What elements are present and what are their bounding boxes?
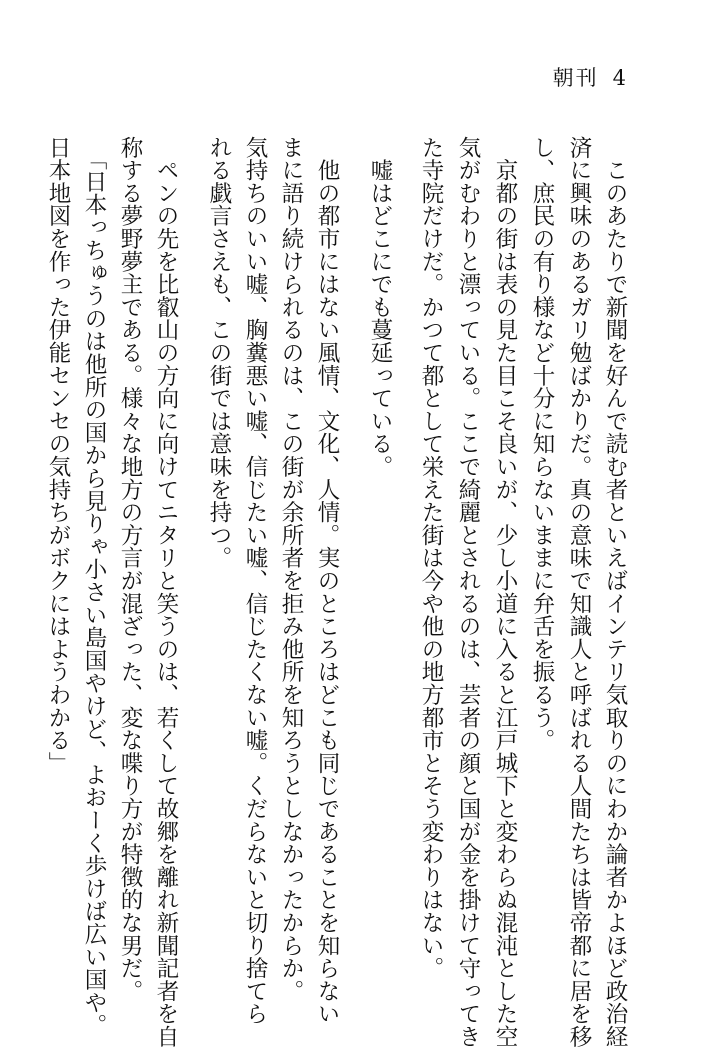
text-line-15: 日本地図を作った伊能センセの気持ちがボクにはようわかる」 <box>45 136 71 775</box>
text-line-3: し、庶民の有り様など十分に知らないままに弁舌を振るう。 <box>529 136 555 752</box>
text-line-6: た寺院だけだ。かつて都として栄えた街は今や他の地方都市とそう変わりはない。 <box>418 136 444 980</box>
text-line-11: れる戯言さえも、この街では意味を持つ。 <box>206 136 232 570</box>
text-line-12: ペンの先を比叡山の方向に向けてニタリと笑うのは、若くして故郷を離れ新聞記者を自 <box>153 136 179 1048</box>
text-line-5: 気がむわりと漂っている。ここで綺麗とされるのは、芸者の顔と国が金を掛けて守ってき <box>455 136 481 1048</box>
page-number: 4 <box>612 66 628 90</box>
edition-label: 朝刊 <box>552 66 599 90</box>
page-header <box>553 62 628 92</box>
text-line-8: 他の都市にはない風情、文化、人情。実のところはどこも同じであることを知らない <box>314 136 340 1026</box>
text-line-14: 「日本っちゅうのは他所の国から見りゃ小さい島国やけど、よおーく歩けば広い国や。 <box>81 136 107 1037</box>
text-line-7: 嘘はどこにでも蔓延っている。 <box>367 136 393 478</box>
text-line-10: 気持ちのいい嘘、胸糞悪い嘘、信じたい嘘、信じたくない嘘。くだらないと切り捨てら <box>242 136 268 1026</box>
text-line-2: 済に興味のあるガリ勉ばかりだ。真の意味で知識人と呼ばれる人間たちは皆帝都に居を移 <box>566 136 592 1048</box>
text-line-13: 称する夢野夢主である。様々な地方の方言が混ざった、変な喋り方が特徴的な男だ。 <box>117 136 143 1003</box>
text-line-4: 京都の街は表の見た目こそ良いが、少し小道に入ると江戸城下と変わらぬ混沌とした空 <box>492 136 518 1048</box>
text-line-1: このあたりで新聞を好んで読む者といえばインテリ気取りのにわか論者かよほど政治経 <box>602 136 628 1048</box>
text-line-9: まに語り続けられるのは、この街が余所者を拒み他所を知ろうとしなかったからか。 <box>278 136 304 1003</box>
